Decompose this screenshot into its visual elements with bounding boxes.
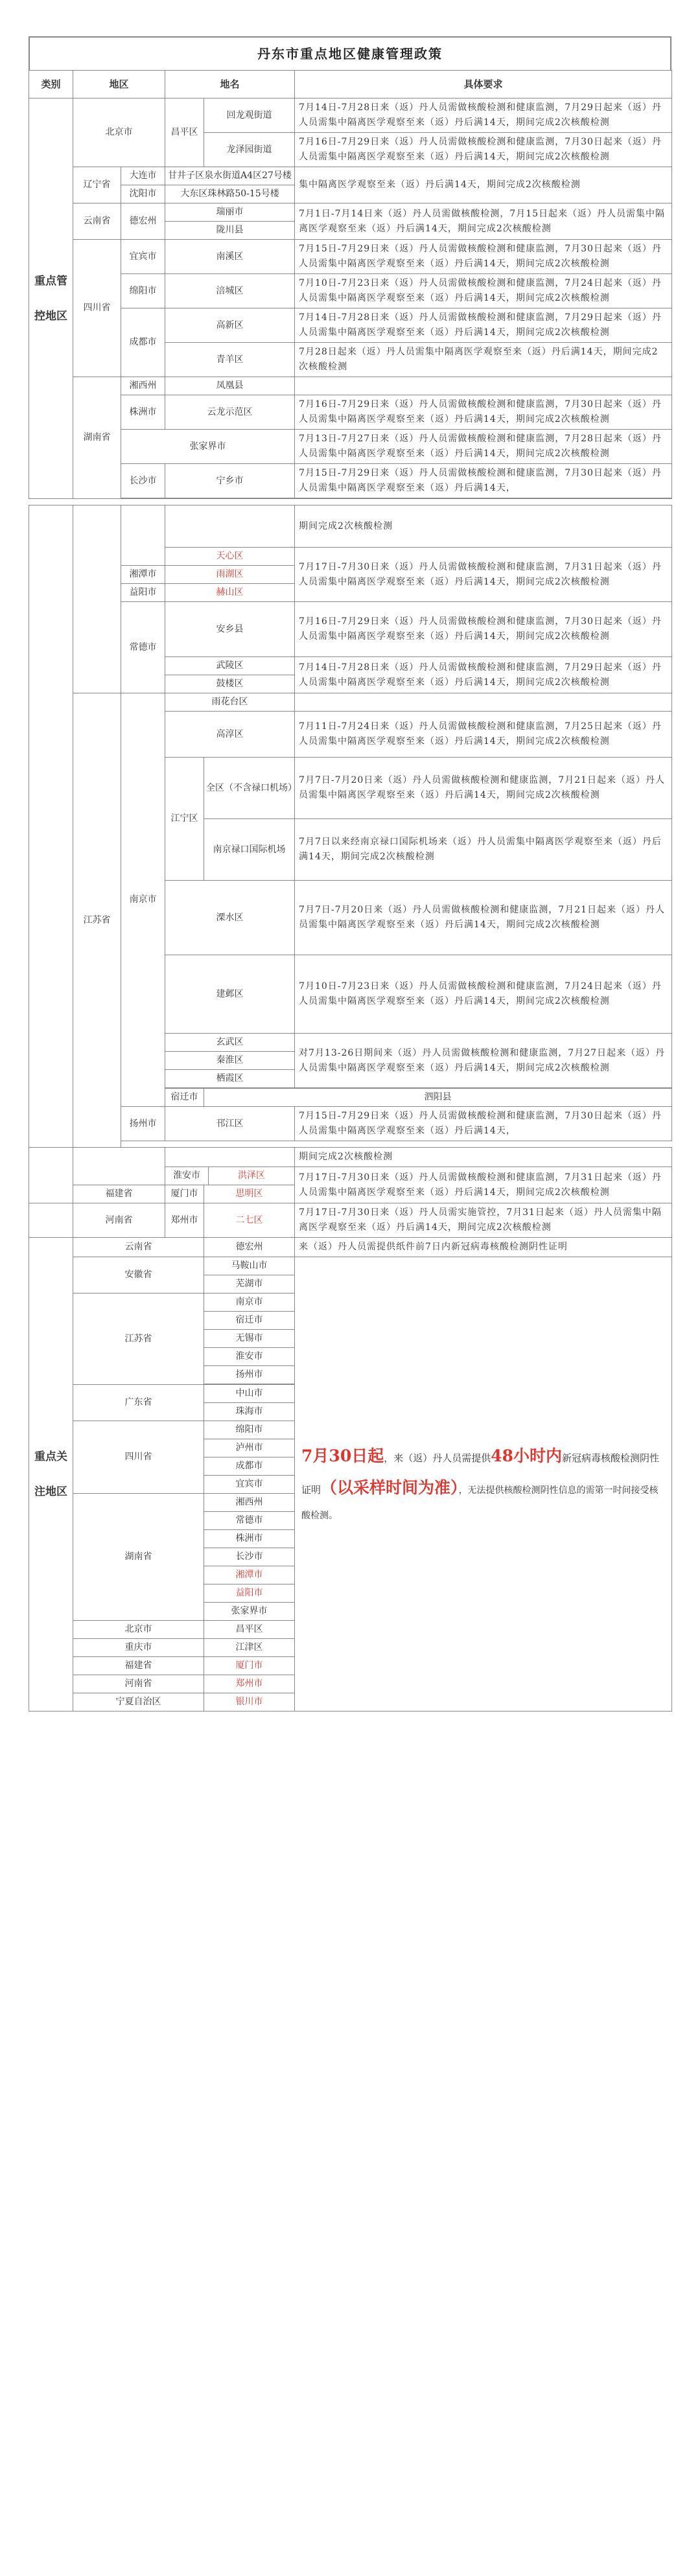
province-liaoning: 辽宁省 <box>73 167 121 203</box>
city-huaian-label: 淮安市 <box>165 1167 209 1185</box>
province-hunan: 湖南省 <box>73 377 121 499</box>
place-hongze: 洪泽区 <box>238 1170 266 1181</box>
place-dadong: 大东区珠林路50-15号楼 <box>165 185 295 203</box>
requirement-text: 7月11日-7月24日来（返）丹人员需做核酸检测和健康监测，7月25日起来（返）丹人员需集中隔离医学观察至来（返）丹后满14天，期间完成2次核酸检测 <box>295 712 672 758</box>
province-yunnan: 云南省 <box>73 1238 204 1257</box>
requirement-text: 7月10日-7月23日来（返）丹人员需做核酸检测和健康监测，7月24日起来（返）丹人员需集中隔离医学观察至来（返）丹后满14天，期间完成2次核酸检测 <box>295 274 672 308</box>
requirement-text: 7月13日-7月27日来（返）丹人员需做核酸检测和健康监测，7月28日起来（返）丹人员需集中隔离医学观察至来（返）丹后满14天，期间完成2次核酸检测 <box>295 430 672 464</box>
city-luzhou: 泸州市 <box>204 1439 295 1457</box>
city-xiangxi: 湘西州 <box>204 1494 295 1512</box>
city-yibin: 宜宾市 <box>204 1476 295 1494</box>
place-anxiang: 安乡县 <box>165 602 295 657</box>
province-anhui: 安徽省 <box>73 1257 204 1294</box>
province-yunnan: 云南省 <box>73 203 121 240</box>
place-ruili: 瑞丽市 <box>165 203 295 222</box>
city-xiangtan: 湘潭市 <box>204 1566 295 1584</box>
city-zhuzhou: 株洲市 <box>204 1530 295 1548</box>
province-fujian: 福建省 <box>73 1185 165 1203</box>
city-yangzhou: 扬州市 <box>121 1107 165 1141</box>
province-beijing: 北京市 <box>73 1621 204 1639</box>
category-continued <box>29 505 73 1148</box>
requirement-text: 7月15日-7月29日来（返）丹人员需做核酸检测和健康监测，7月30日起来（返）丹人员需集中隔离医学观察至来（返）丹后满14天， <box>295 1107 672 1141</box>
province-chongqing: 重庆市 <box>73 1639 204 1657</box>
city-mianyang: 绵阳市 <box>121 274 165 308</box>
city-zhengzhou: 郑州市 <box>204 1675 295 1693</box>
requirement-text: 7月28日起来（返）丹人员需集中隔离医学观察至来（返）丹后满14天，期间完成2次核酸检测 <box>295 343 672 377</box>
city-zhengzhou: 郑州市 <box>165 1203 204 1238</box>
policy-table <box>29 70 672 1712</box>
requirement-text: 集中隔离医学观察至来（返）丹后满14天，期间完成2次核酸检测 <box>295 167 672 203</box>
district-jiangjin: 江津区 <box>204 1639 295 1657</box>
policy-page <box>29 36 671 1712</box>
place-gaochun: 高淳区 <box>165 712 295 758</box>
hours-highlight: 48小时内 <box>491 1446 563 1465</box>
requirement-text: 期间完成2次核酸检测 <box>295 1148 672 1167</box>
city-suqian: 宿迁市 <box>204 1312 295 1330</box>
city-yibin: 宜宾市 <box>121 240 165 274</box>
requirement-text: 7月17日-7月30日来（返）丹人员需做核酸检测和健康监测，7月31日起来（返）丹人员需集中隔离医学观察至来（返）丹后满14天，期间完成2次核酸检测 <box>295 548 672 602</box>
place-heshan: 赫山区 <box>165 584 295 602</box>
city-yangzhou: 扬州市 <box>204 1366 295 1384</box>
place-lishui: 溧水区 <box>165 881 295 955</box>
date-highlight: 7月30日起 <box>301 1446 384 1465</box>
region-cont <box>73 1148 165 1185</box>
req-part: 新冠病毒核酸检测阴性证明 <box>301 1452 660 1496</box>
place-gulou: 鼓楼区 <box>165 675 295 693</box>
category-watch: 重点关注地区 <box>29 1238 73 1712</box>
city-dalian: 大连市 <box>121 167 165 185</box>
req-part: ，来（返）丹人员需提供 <box>384 1452 491 1464</box>
place-erqi: 二七区 <box>204 1203 295 1238</box>
province-guangdong: 广东省 <box>73 1385 204 1421</box>
city-yinchuan: 银川市 <box>204 1693 295 1712</box>
requirement-empty <box>295 693 672 712</box>
city-chengdu: 成都市 <box>204 1457 295 1476</box>
city-suqian: 宿迁市 <box>165 1089 204 1107</box>
place-qixia: 栖霞区 <box>165 1070 295 1088</box>
place-longzeyuan: 龙泽园街道 <box>204 133 295 167</box>
place-yunlong: 云龙示范区 <box>165 395 295 430</box>
place-lukou-airport: 南京禄口国际机场 <box>204 819 295 881</box>
city-yiyang: 益阳市 <box>121 584 165 602</box>
place-siming: 思明区 <box>204 1185 295 1203</box>
place-ningxiang: 宁乡市 <box>165 464 295 498</box>
city-zhongshan: 中山市 <box>204 1385 295 1403</box>
city-nanjing: 南京市 <box>204 1294 295 1312</box>
prefecture-dehong: 德宏州 <box>121 203 165 240</box>
requirement-text: 7月16日-7月29日来（返）丹人员需做核酸检测和健康监测，7月30日起来（返）丹人员需集中隔离医学观察至来（返）丹后满14天，期间完成2次核酸检测 <box>295 395 672 430</box>
place-longchuan: 陇川县 <box>165 222 295 240</box>
header-category: 类别 <box>29 71 73 99</box>
province-jiangsu: 江苏省 <box>73 693 121 1148</box>
requirement-text: 7月17日-7月30日来（返）丹人员需做核酸检测和健康监测，7月31日起来（返）丹人员需集中隔离医学观察至来（返）丹后满14天，期间完成2次核酸检测 <box>295 1167 672 1203</box>
city-maanshan: 马鞍山市 <box>204 1257 295 1275</box>
place-cont <box>165 1148 295 1167</box>
requirement-text: 期间完成2次核酸检测 <box>295 505 672 548</box>
place-siyang: 泗阳县 <box>204 1089 672 1107</box>
place-xuanwu: 玄武区 <box>165 1034 295 1052</box>
city-xiangtan: 湘潭市 <box>121 566 165 584</box>
requirement-text: 7月14日-7月28日来（返）丹人员需做核酸检测和健康监测，7月29日起来（返）丹人员需集中隔离医学观察至来（返）丹后满14天，期间完成2次核酸检测 <box>295 308 672 343</box>
req-part: ，无法提供核酸检测阴性信息的需第一时间接受核酸检测。 <box>301 1485 659 1521</box>
header-requirement: 具体要求 <box>295 71 672 99</box>
city-nanjing: 南京市 <box>121 693 165 1107</box>
city-zhangjiajie: 张家界市 <box>121 430 295 464</box>
city-zhuhai: 珠海市 <box>204 1403 295 1421</box>
province-hunan-cont <box>73 505 121 693</box>
place-cont <box>165 505 295 548</box>
district-jiangning: 江宁区 <box>165 758 204 881</box>
city-xiamen: 厦门市 <box>204 1657 295 1675</box>
place-hanjiang: 邗江区 <box>165 1107 295 1141</box>
requirement-text: 7月15日-7月29日来（返）丹人员需做核酸检测和健康监测，7月30日起来（返）丹人员需集中隔离医学观察至来（返）丹后满14天，期间完成2次核酸检测 <box>295 240 672 274</box>
requirement-text: 来（返）丹人员需提供纸件前7日内新冠病毒核酸检测阴性证明 <box>295 1238 672 1257</box>
requirement-text: 7月7日-7月20日来（返）丹人员需做核酸检测和健康监测，7月21日起来（返）丹人员需集中隔离医学观察至来（返）丹后满14天，期间完成2次核酸检测 <box>295 881 672 955</box>
requirement-text: 7月14日-7月28日来（返）丹人员需做核酸检测和健康监测，7月29日起来（返）丹人员需集中隔离医学观察至来（返）丹后满14天，期间完成2次核酸检测 <box>295 99 672 133</box>
place-hongze-row <box>165 1167 295 1185</box>
requirement-text: 7月17日-7月30日来（返）丹人员需实施管控，7月31日起来（返）丹人员需集中隔离医学观察至来（返）丹后满14天，期间完成2次核酸检测 <box>295 1203 672 1238</box>
city-changsha-cont <box>121 505 165 566</box>
city-yiyang: 益阳市 <box>204 1584 295 1603</box>
place-nanxi: 南溪区 <box>165 240 295 274</box>
city-changde: 常德市 <box>121 602 165 693</box>
place-qingyang: 青羊区 <box>165 343 295 377</box>
place-qinhuai: 秦淮区 <box>165 1052 295 1070</box>
city-zhuzhou: 株洲市 <box>121 395 165 430</box>
requirement-text: 7月1日-7月14日来（返）丹人员需做核酸检测，7月15日起来（返）丹人员需集中隔离医学观察至来（返）丹后满14天，期间完成2次核酸检测 <box>295 203 672 240</box>
province-sichuan: 四川省 <box>73 240 121 377</box>
prefecture-dehong: 德宏州 <box>204 1238 295 1257</box>
city-wuhu: 芜湖市 <box>204 1275 295 1294</box>
page-title: 丹东市重点地区健康管理政策 <box>29 36 671 70</box>
place-gaoxin: 高新区 <box>165 308 295 343</box>
province-hunan: 湖南省 <box>73 1494 204 1621</box>
requirement-text: 7月15日-7月29日来（返）丹人员需做核酸检测和健康监测，7月30日起来（返）丹人员需集中隔离医学观察至来（返）丹后满14天， <box>295 464 672 498</box>
category-blank <box>29 1203 73 1238</box>
city-changsha: 长沙市 <box>204 1548 295 1566</box>
district-changping: 昌平区 <box>165 99 204 167</box>
province-henan: 河南省 <box>73 1675 204 1693</box>
requirement-text <box>295 377 672 395</box>
city-changsha: 长沙市 <box>121 464 165 498</box>
province-sichuan: 四川省 <box>73 1421 204 1494</box>
requirement-text: 7月7日以来经南京禄口国际机场来（返）丹人员需集中隔离医学观察至来（返）丹后满14天，期间完成2次核酸检测 <box>295 819 672 881</box>
place-yuhu: 雨湖区 <box>165 566 295 584</box>
prefecture-xiangxi: 湘西州 <box>121 377 165 395</box>
province-jiangsu: 江苏省 <box>73 1294 204 1385</box>
district-changping: 昌平区 <box>204 1621 295 1639</box>
place-jianye: 建邺区 <box>165 955 295 1034</box>
category-continued <box>29 1148 73 1203</box>
city-xiamen: 厦门市 <box>165 1185 204 1203</box>
city-zhangjiajie: 张家界市 <box>204 1603 295 1621</box>
place-wuling: 武陵区 <box>165 657 295 675</box>
place-fenghuang: 凤凰县 <box>165 377 295 395</box>
requirement-text: 7月7日-7月20日来（返）丹人员需做核酸检测和健康监测，7月21日起来（返）丹人员需集中隔离医学观察至来（返）丹后满14天，期间完成2次核酸检测 <box>295 758 672 819</box>
requirement-text: 7月16日-7月29日来（返）丹人员需做核酸检测和健康监测，7月30日起来（返）丹人员需集中隔离医学观察至来（返）丹后满14天，期间完成2次核酸检测 <box>295 133 672 167</box>
city-changde: 常德市 <box>204 1512 295 1530</box>
city-mianyang: 绵阳市 <box>204 1421 295 1439</box>
province-henan: 河南省 <box>73 1203 165 1238</box>
city-chengdu: 成都市 <box>121 308 165 377</box>
requirement-text: 7月16日-7月29日来（返）丹人员需做核酸检测和健康监测，7月30日起来（返）丹人员需集中隔离医学观察至来（返）丹后满14天，期间完成2次核酸检测 <box>295 602 672 657</box>
place-huilongguan: 回龙观街道 <box>204 99 295 133</box>
city-shenyang: 沈阳市 <box>121 185 165 203</box>
city-wuxi: 无锡市 <box>204 1330 295 1348</box>
place-ganjingzi: 甘井子区泉水街道A4区27号楼 <box>165 167 295 185</box>
province-fujian: 福建省 <box>73 1657 204 1675</box>
header-place: 地名 <box>165 71 295 99</box>
requirement-text: 7月10日-7月23日来（返）丹人员需做核酸检测和健康监测，7月24日起来（返）丹人员需集中隔离医学观察至来（返）丹后满14天，期间完成2次核酸检测 <box>295 955 672 1034</box>
province-ningxia: 宁夏自治区 <box>73 1693 204 1712</box>
place-yuhuatai: 雨花台区 <box>165 693 295 712</box>
table-header-row <box>29 71 672 99</box>
sampling-highlight: （以采样时间为准） <box>321 1478 459 1497</box>
header-region: 地区 <box>73 71 165 99</box>
region-beijing: 北京市 <box>73 99 165 167</box>
place-jiangning-all: 全区（不含禄口机场） <box>204 758 295 819</box>
city-huaian: 淮安市 <box>204 1348 295 1366</box>
place-fucheng: 涪城区 <box>165 274 295 308</box>
category-controlled: 重点管控地区 <box>29 99 73 499</box>
watch-requirement <box>295 1257 672 1712</box>
place-tianxin: 天心区 <box>165 548 295 566</box>
requirement-text: 7月14日-7月28日来（返）丹人员需做核酸检测和健康监测，7月29日起来（返）丹人员需集中隔离医学观察至来（返）丹后满14天，期间完成2次核酸检测 <box>295 657 672 693</box>
requirement-text: 对7月13-26日期间来（返）丹人员需做核酸检测和健康监测，7月27日起来（返）丹人员需集中隔离医学观察至来（返）丹后满14天，期间完成2次核酸检测 <box>295 1034 672 1088</box>
